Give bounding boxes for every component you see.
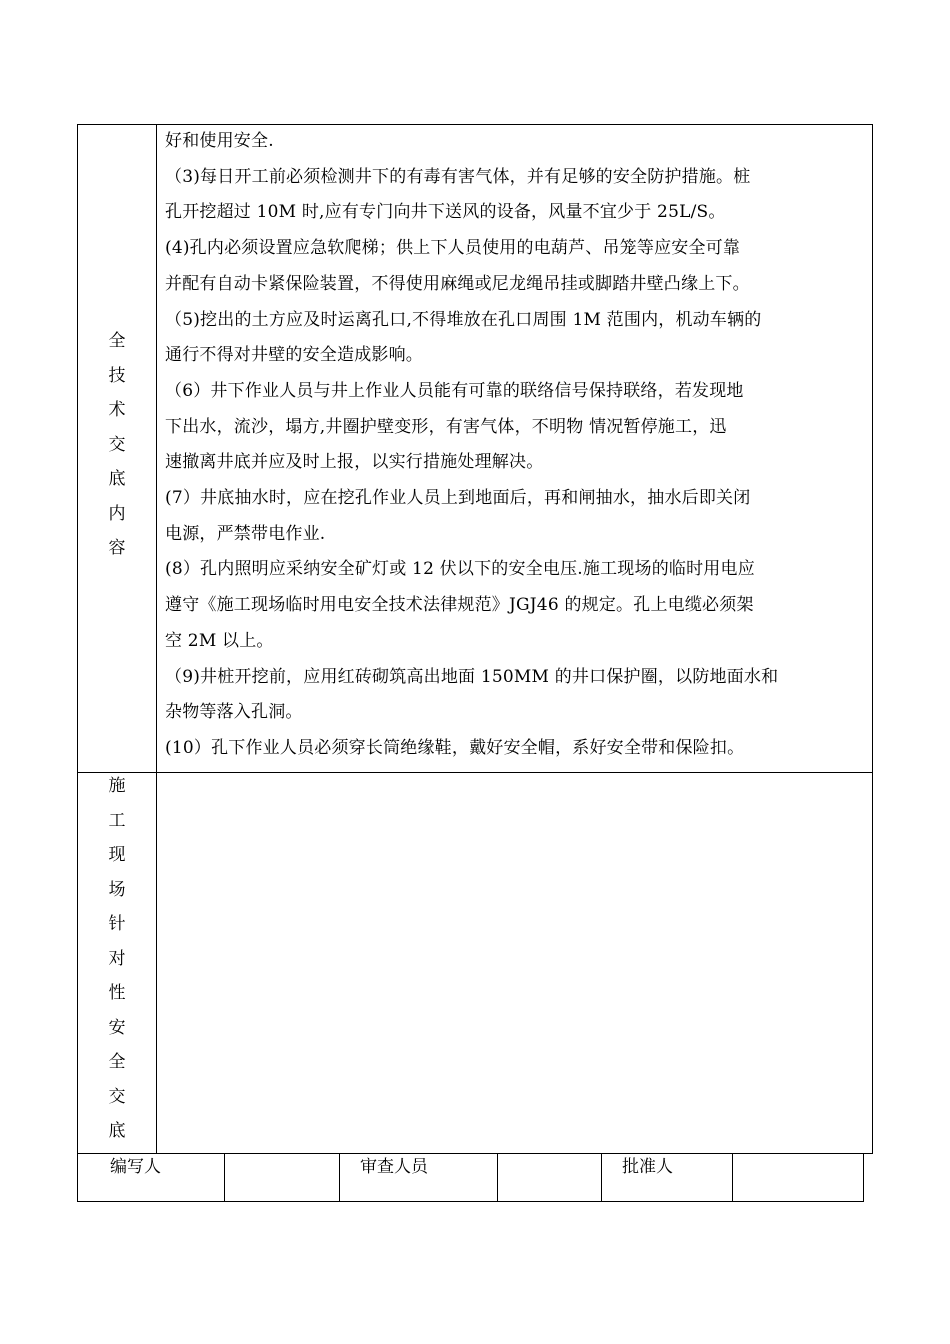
- content-line: 电源，严禁带电作业.: [165, 523, 326, 544]
- section2-label-char: 底: [108, 1121, 126, 1141]
- section1-label-char: 术: [108, 400, 126, 420]
- section2-label: [79, 769, 155, 1149]
- section2-label-char: 安: [108, 1017, 126, 1038]
- footer-right-border: [863, 1153, 864, 1202]
- footer-bottom-border: [77, 1201, 864, 1202]
- content-line: 遵守《施工现场临时用电安全技术法律规范》JGJ46 的规定。孔上电缆必须架: [165, 595, 754, 616]
- content-line: 空 2M 以上。: [165, 630, 274, 651]
- footer-divider: [601, 1153, 602, 1202]
- content-line: 杂物等落入孔洞。: [165, 702, 303, 723]
- content-line: （3)每日开工前必须检测井下的有毒有害气体，并有足够的安全防护措施。桩: [165, 166, 751, 187]
- content-line: 孔开挖超过 10M 时,应有专门向井下送风的设备，风量不宜少于 25L/S。: [165, 202, 726, 223]
- table-right-border: [872, 124, 873, 1154]
- section2-label-char: 全: [108, 1052, 126, 1072]
- section1-label-char: 容: [108, 538, 126, 558]
- section1-content: [165, 124, 867, 767]
- content-line: 速撤离井底并应及时上报，以实行措施处理解决。: [165, 452, 544, 473]
- section2-label-char: 针: [108, 914, 126, 934]
- table-left-border: [77, 124, 78, 1154]
- content-line: （9)井桩开挖前，应用红砖砌筑高出地面 150MM 的井口保护圈，以防地面水和: [165, 666, 779, 687]
- section1-label-char: 底: [108, 469, 126, 489]
- section2-label-char: 场: [108, 879, 126, 900]
- section1-label: [79, 324, 155, 566]
- content-line: (10）孔下作业人员必须穿长筒绝缘鞋，戴好安全帽，系好安全带和保险扣。: [165, 737, 745, 758]
- content-line: 下出水，流沙，塌方,井圈护壁变形，有害气体，不明物 情况暂停施工，迅: [165, 416, 727, 437]
- section1-label-char: 技: [108, 365, 126, 386]
- section2-label-char: 交: [108, 1086, 126, 1107]
- content-line: (4)孔内必须设置应急软爬梯；供上下人员使用的电葫芦、吊笼等应安全可靠: [165, 238, 741, 259]
- reviewer-signature-field[interactable]: [498, 1154, 600, 1201]
- section1-label-char: 内: [108, 503, 126, 524]
- writer-signature-field[interactable]: [225, 1154, 338, 1201]
- approver-label: 批准人: [622, 1157, 673, 1177]
- section2-label-char: 施: [108, 776, 126, 796]
- section2-content: [157, 773, 872, 1153]
- section1-label-char: 全: [108, 331, 126, 351]
- footer-divider: [339, 1153, 340, 1202]
- content-line: 并配有自动卡紧保险装置，不得使用麻绳或尼龙绳吊挂或脚踏井壁凸缘上下。: [165, 273, 750, 294]
- content-line: （6）井下作业人员与井上作业人员能有可靠的联络信号保持联络，若发现地: [165, 380, 744, 401]
- content-line: （5)挖出的土方应及时运离孔口,不得堆放在孔口周围 1M 范围内，机动车辆的: [165, 309, 762, 330]
- section2-label-char: 工: [108, 810, 126, 831]
- reviewer-label: 审查人员: [360, 1157, 428, 1177]
- writer-label: 编写人: [110, 1157, 161, 1177]
- content-line: 好和使用安全.: [165, 131, 274, 151]
- section2-label-char: 对: [108, 948, 126, 969]
- footer-left-border: [77, 1153, 78, 1202]
- content-line: (7）井底抽水时，应在挖孔作业人员上到地面后，再和闸抽水，抽水后即关闭: [165, 488, 751, 509]
- approver-signature-field[interactable]: [733, 1154, 862, 1201]
- content-line: 通行不得对井壁的安全造成影响。: [165, 345, 423, 366]
- section2-label-char: 性: [108, 983, 126, 1003]
- content-line: (8）孔内照明应采纳安全矿灯或 12 伏以下的安全电压.施工现场的临时用电应: [165, 559, 755, 580]
- section1-label-char: 交: [108, 434, 126, 455]
- section2-label-char: 现: [108, 845, 126, 865]
